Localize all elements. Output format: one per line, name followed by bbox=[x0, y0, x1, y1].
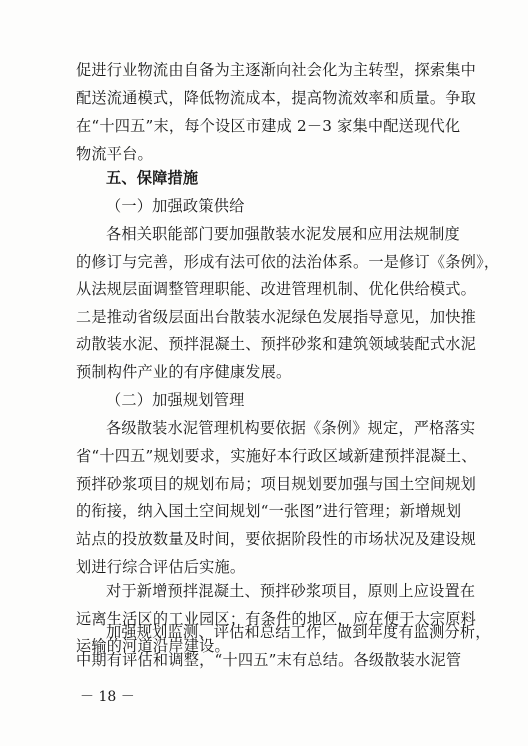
body-text-line: 从法规层面调整管理职能、改进管理机制、优化供给模式。 bbox=[76, 280, 477, 298]
body-text-line: 站点的投放数量及时间，要依据阶段性的市场状况及建设规 bbox=[76, 530, 477, 548]
body-text-line: 物流平台。 bbox=[76, 145, 153, 163]
body-text-line: 远离生活区的工业园区；有条件的地区，应在便于大宗原料 bbox=[76, 610, 477, 628]
body-text-line: 划进行综合评估后实施。 bbox=[76, 558, 246, 576]
page-number: － 18 － bbox=[80, 689, 135, 705]
body-text-line: 加强规划监测、评估和总结工作，做到年度有监测分析， bbox=[106, 623, 491, 641]
body-text-line: 的衔接，纳入国土空间规划“一张图”进行管理；新增规划 bbox=[76, 502, 462, 520]
body-text-line: 运输的河道沿岸建设。 bbox=[76, 637, 230, 655]
body-text-line: 各级散装水泥管理机构要依据《条例》规定，严格落实 bbox=[106, 419, 476, 437]
body-text-line: 促进行业物流由自备为主逐渐向社会化为主转型，探索集中 bbox=[76, 61, 477, 79]
body-text-line: 各相关职能部门要加强散装水泥发展和应用法规制度 bbox=[106, 225, 460, 243]
body-text-line: 动散装水泥、预拌混凝土、预拌砂浆和建筑领域装配式水泥 bbox=[76, 335, 477, 353]
body-text-line: 预制构件产业的有序健康发展。 bbox=[76, 363, 292, 381]
body-text-line: 预拌砂浆项目的规划布局；项目规划要加强与国土空间规划 bbox=[76, 475, 477, 493]
body-text-line: 二是推动省级层面出台散装水泥绿色发展指导意见，加快推 bbox=[76, 308, 477, 326]
body-text-line: 的修订与完善，形成有法可依的法治体系。一是修订《条例》， bbox=[76, 253, 500, 271]
subsection-heading: （二）加强规划管理 bbox=[106, 391, 245, 409]
body-text-line: 配送流通模式，降低物流成本，提高物流效率和质量。争取 bbox=[76, 89, 477, 107]
section-heading: 五、保障措施 bbox=[106, 169, 199, 187]
body-text-line: 中期有评估和调整，“十四五”末有总结。各级散装水泥管 bbox=[76, 651, 462, 669]
subsection-heading: （一）加强政策供给 bbox=[106, 197, 245, 215]
body-text-line: 对于新增预拌混凝土、预拌砂浆项目，原则上应设置在 bbox=[106, 582, 476, 600]
body-text-line: 在“十四五”末，每个设区市建成 2－3 家集中配送现代化 bbox=[76, 117, 461, 135]
body-text-line: 省“十四五”规划要求，实施好本行政区域新建预拌混凝土、 bbox=[76, 447, 477, 465]
